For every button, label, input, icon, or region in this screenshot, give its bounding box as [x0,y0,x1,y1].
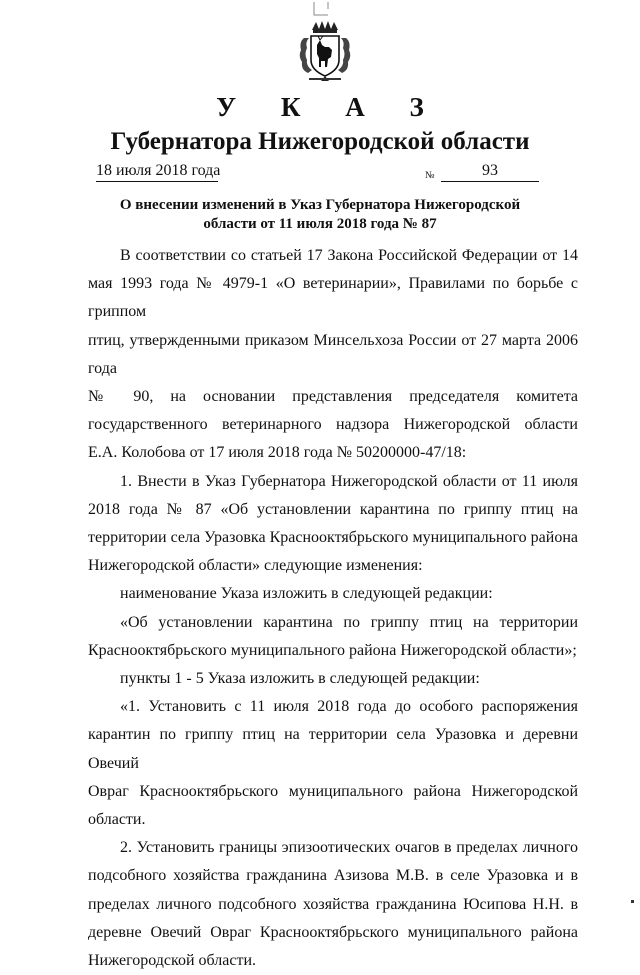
paragraph-new-title [88,609,578,665]
text-line: «Об установлении карантина по гриппу птиц на территории [120,613,578,631]
text-line: 1. Внести в Указ Губернатора Нижегородской области от 11 июля [120,472,578,490]
heading-line: О внесении изменений в Указ Губернатора Нижегородской [119,197,521,213]
document-number: 93 [441,162,539,182]
paragraph-point-1 [88,693,578,834]
text-line: государственного ветеринарного надзора Нижегородской области [88,416,578,434]
text-line: Краснооктябрьского муниципального района Нижегородской области»; [88,641,577,659]
text-line: Овраг Краснооктябрьского муниципального района Нижегородской [88,782,578,800]
document-heading [60,196,580,234]
paragraph-points-change: пункты 1 - 5 Указа изложить в следующей редакции: [120,670,480,688]
heading-line: области от 11 июля 2018 года № 87 [203,216,437,232]
scan-dot [631,900,634,903]
document-body [88,242,578,975]
top-mark [313,1,329,17]
text-line: 2018 года № 87 «Об установлении карантина по гриппу птиц на [88,500,578,518]
text-line: карантин по гриппу птиц на территории села Уразовка и деревни Овечий [88,726,578,772]
paragraph-item-1 [88,468,578,581]
text-line: Нижегородской области. [88,952,257,970]
paragraph-title-change: наименование Указа изложить в следующей редакции: [120,585,493,603]
text-line: подсобного хозяйства гражданина Азизова М.В. в селе Уразовка и в [88,867,578,885]
text-line: птиц, утвержденными приказом Минсельхоза России от 27 марта 2006 года [88,331,578,377]
coat-of-arms-icon [296,20,354,84]
text-line: мая 1993 года № 4979-1 «О ветеринарии», Правилами по борьбе с гриппом [88,275,578,321]
text-line: Е.А. Колобова от 17 июля 2018 года № 50200000-47/18: [88,444,467,462]
document-date: 18 июля 2018 года [96,162,218,182]
document-subtitle: Губернатора Нижегородской области [110,128,530,155]
text-line: № 90, на основании представления председателя комитета [88,388,578,406]
text-line: 2. Установить границы эпизоотических очагов в пределах личного [120,839,578,857]
text-line: Нижегородской области» следующие изменения: [88,557,423,575]
paragraph-preamble [88,242,578,468]
text-line: В соответствии со статьей 17 Закона Российской Федерации от 14 [120,247,578,264]
text-line: области. [88,811,146,829]
text-line: «1. Установить с 11 июля 2018 года до особого распоряжения [120,698,578,716]
number-label: № [425,170,435,181]
document-title: У К А З [216,92,443,122]
text-line: территории села Уразовка Краснооктябрьского муниципального района [88,529,578,547]
text-line: пределах личного подсобного хозяйства гражданина Юсипова Н.Н. в [88,895,578,913]
text-line: деревне Овечий Овраг Краснооктябрьского муниципального района [88,923,578,941]
